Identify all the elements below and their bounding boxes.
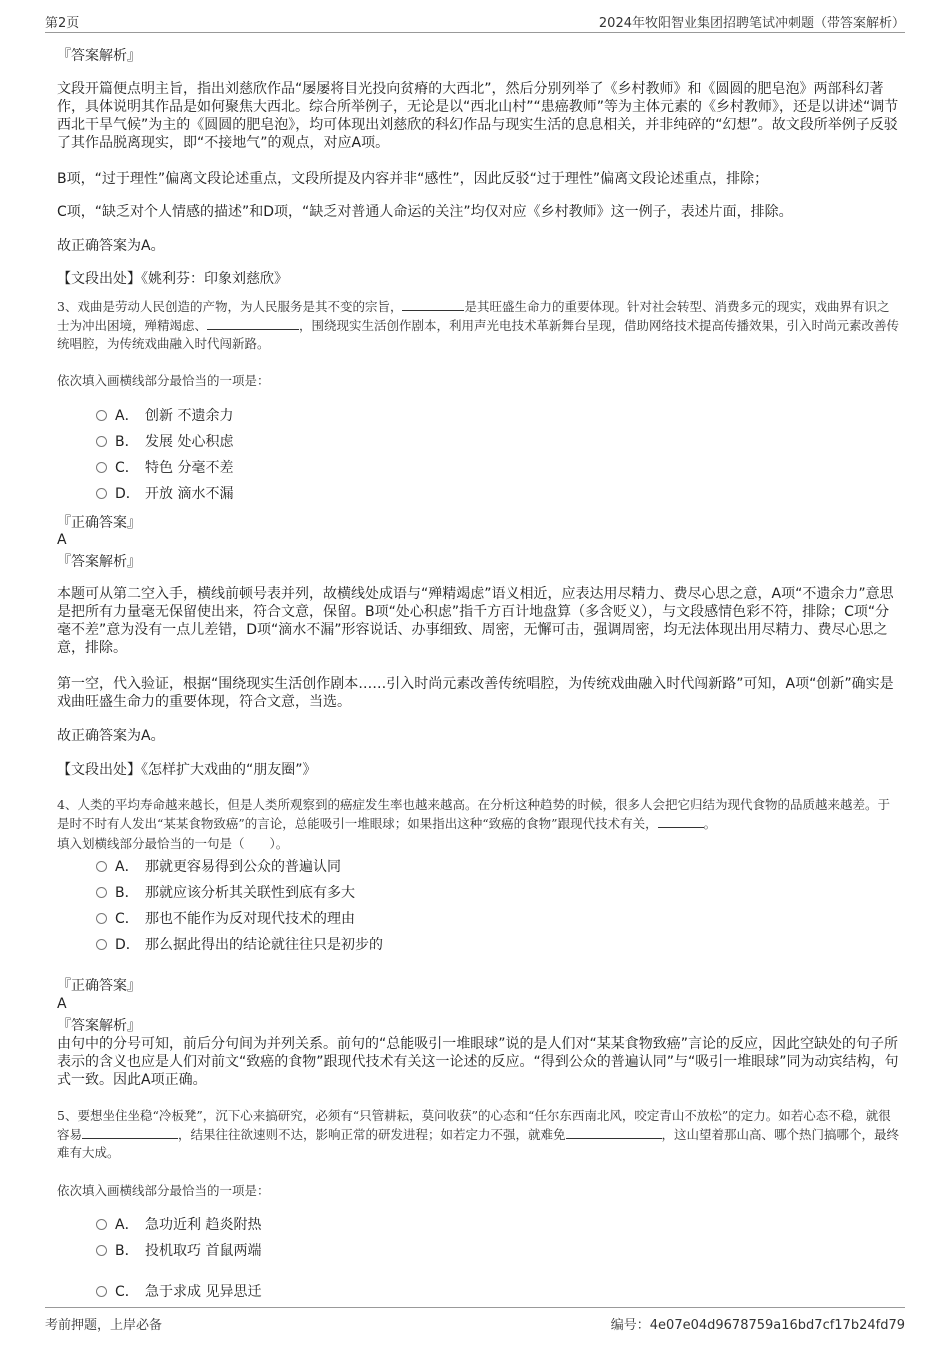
q4-correct-answer-label: 『正确答案』 bbox=[57, 978, 141, 994]
question-4-stem: 4、人类的平均寿命越来越长，但是人类所观察到的癌症发生率也越来越高。在分析这种趋势的时候，很多人会把它归结为现代食物的品质越来越差。于是时不时有人发出“某某食物致癌”的言论，总能吸引一堆眼球；如果指出这种“致癌的食物”跟现代技术有关， 。 bbox=[57, 797, 890, 831]
radio-icon[interactable] bbox=[96, 462, 107, 473]
prev-source bbox=[57, 270, 900, 288]
paragraph: B项，“过于理性”偏离文段论述重点，文段所提及内容并非“感性”，因此反驳“过于理性”偏离文段论述重点，排除； bbox=[57, 171, 769, 187]
q3-blank-2 bbox=[207, 316, 299, 330]
q3-prompt: 依次填入画横线部分最恰当的一项是： bbox=[57, 373, 270, 388]
radio-icon[interactable] bbox=[96, 887, 107, 898]
document-title: 2024年牧阳智业集团招聘笔试冲刺题（带答案解析） bbox=[598, 16, 905, 31]
document-code: 编号：4e07e04d9678759a16bd7cf17b24fd79 bbox=[610, 1318, 905, 1333]
q5-text-3: ，这山望着那山高、哪个热门搞哪个，最终难有大成。 bbox=[57, 1127, 900, 1160]
radio-icon[interactable] bbox=[96, 1245, 107, 1256]
radio-icon[interactable] bbox=[96, 1286, 107, 1297]
q3-source bbox=[57, 761, 900, 779]
prev-analysis-paragraph-3 bbox=[57, 203, 900, 221]
q4-option-d[interactable]: D． 那么据此得出的结论就往往只是初步的 bbox=[96, 935, 383, 955]
radio-icon[interactable] bbox=[96, 861, 107, 872]
q3-option-d[interactable]: D． 开放 滴水不漏 bbox=[96, 484, 233, 504]
page-footer bbox=[45, 1307, 905, 1334]
q5-blank-2 bbox=[566, 1125, 662, 1139]
q3-text-1: 3、戏曲是劳动人民创造的产物，为人民服务是其不变的宗旨， bbox=[57, 299, 403, 314]
radio-icon[interactable] bbox=[96, 1219, 107, 1230]
q3-option-a[interactable]: A． 创新 不遗余力 bbox=[96, 406, 233, 426]
q4-option-a[interactable]: A． 那就更容易得到公众的普遍认同 bbox=[96, 857, 341, 877]
q5-text-1: 5、要想坐住坐稳“冷板凳”，沉下心来搞研究，必须有“只管耕耘，莫问收获”的心态和“任尔东西南北风，咬定青山不放松”的定力。如若心态不稳，就很容易 bbox=[57, 1108, 891, 1142]
radio-icon[interactable] bbox=[96, 939, 107, 950]
q3-text-2: 是其旺盛生命力的重要体现。针对社会转型、消费多元的现实，戏曲界有识之士为冲出困境，殚精竭虑、 bbox=[57, 299, 890, 333]
q5-prompt: 依次填入画横线部分最恰当的一项是： bbox=[57, 1183, 270, 1198]
radio-icon[interactable] bbox=[96, 436, 107, 447]
page-header bbox=[45, 10, 905, 33]
source-text: 《姚利芬：印象刘慈欣》 bbox=[141, 271, 288, 287]
q5-option-a[interactable]: A． 急功近利 趋炎附热 bbox=[96, 1215, 261, 1235]
source-label: 【文段出处】 bbox=[57, 762, 141, 778]
q4-option-b[interactable]: B． 那就应该分析其关联性到底有多大 bbox=[96, 883, 355, 903]
question-3-stem bbox=[57, 297, 900, 353]
q3-blank-1 bbox=[402, 297, 464, 311]
question-5-stem bbox=[57, 1107, 900, 1162]
paragraph: 文段开篇便点明主旨，指出刘慈欣作品“屡屡将目光投向贫瘠的大西北”，然后分别列举了《乡村教师》和《圆圆的肥皂泡》两部科幻著作，具体说明其作品是如何聚焦大西北。综合所举例子，无论是以“西北山村”“患癌教师”等为主体元素的《乡村教师》，还是以讲述“调节西北干旱气候”为主的《圆圆的肥皂泡》，均可体现出刘慈欣的科幻作品与现实生活的息息相关，并非纯碎的“幻想”。故文段所举例子反驳了其作品脱离现实，即“不接地气”的观点，对应A项。 bbox=[57, 81, 899, 151]
prev-analysis-paragraph-2 bbox=[57, 170, 900, 188]
q3-text-3: ，围绕现实生活创作剧本，利用声光电技术革新舞台呈现，借助网络技术提高传播效果，引入时尚元素改善传统唱腔，为传统戏曲融入时代闯新路。 bbox=[57, 318, 900, 351]
q4-option-c[interactable]: C． 那也不能作为反对现代技术的理由 bbox=[96, 909, 355, 929]
q4-prompt: 填入划横线部分最恰当的一句是（ ）。 bbox=[57, 836, 289, 851]
q4-blank bbox=[658, 814, 704, 828]
answer-analysis-label: 『答案解析』 bbox=[57, 48, 141, 64]
q3-option-c[interactable]: C． 特色 分毫不差 bbox=[96, 458, 233, 478]
q4-analysis-paragraph: 由句中的分号可知，前后分句间为并列关系。前句的“总能吸引一堆眼球”说的是人们对“某某食物致癌”言论的反应，因此空缺处的句子所表示的含义也应是人们对前文“致癌的食物”跟现代技术有关这一论述的反应。“得到公众的普遍认同”与“吸引一堆眼球”同为动宾结构，句式一致。因此A项正确。 bbox=[57, 1036, 899, 1088]
source-label: 【文段出处】 bbox=[57, 271, 141, 287]
prev-analysis-paragraph-1 bbox=[57, 80, 900, 152]
radio-icon[interactable] bbox=[96, 913, 107, 924]
radio-icon[interactable] bbox=[96, 410, 107, 421]
q5-text-2: ，结果往往欲速则不达，影响正常的研发进程；如若定力不强，就难免 bbox=[178, 1127, 566, 1142]
q5-option-b[interactable]: B． 投机取巧 首鼠两端 bbox=[96, 1241, 261, 1261]
page-number: 第2页 bbox=[45, 16, 80, 31]
source-text: 《怎样扩大戏曲的“朋友圈”》 bbox=[141, 762, 317, 778]
q4-answer-analysis-label: 『答案解析』 bbox=[57, 1018, 141, 1034]
prev-conclusion: 故正确答案为A。 bbox=[57, 238, 165, 254]
footer-slogan: 考前押题，上岸必备 bbox=[45, 1318, 163, 1333]
paragraph: C项，“缺乏对个人情感的描述”和D项，“缺乏对普通人命运的关注”均仅对应《乡村教师》这一例子，表述片面，排除。 bbox=[57, 204, 793, 220]
q4-correct-answer: A bbox=[57, 996, 67, 1012]
q4-text-1: 4、人类的平均寿命越来越长，但是人类所观察到的癌症发生率也越来越高。在分析这种趋势的时候，很多人会把它归结为现代食物的品质越来越差。于是时不时有人发出“某某食物致癌”的言论，总能吸引一堆眼球；如果指出这种“致癌的食物”跟现代技术有关， bbox=[57, 797, 890, 831]
q3-correct-answer-label: 『正确答案』 bbox=[57, 515, 141, 531]
q3-correct-answer: A bbox=[57, 532, 67, 548]
q3-answer-analysis-label: 『答案解析』 bbox=[57, 554, 141, 570]
q3-conclusion: 故正确答案为A。 bbox=[57, 728, 165, 744]
q5-option-c[interactable]: C． 急于求成 见异思迁 bbox=[96, 1282, 261, 1302]
q3-analysis-paragraph-1: 本题可从第二空入手，横线前顿号表并列，故横线处成语与“殚精竭虑”语义相近，应表达用尽精力、费尽心思之意，A项“不遗余力”意思是把所有力量毫无保留使出来，符合文意，保留。B项“处心积虑”指千方百计地盘算（多含贬义），与文段感情色彩不符，排除；C项“分毫不差”意为没有一点儿差错，D项“滴水不漏”形容说话、办事细致、周密，无懈可击，强调周密，均无法体现出用尽精力、费尽心思之意，排除。 bbox=[57, 586, 894, 656]
q3-analysis-paragraph-2: 第一空，代入验证，根据“围绕现实生活创作剧本……引入时尚元素改善传统唱腔，为传统戏曲融入时代闯新路”可知，A项“创新”确实是戏曲旺盛生命力的重要体现，符合文意，当选。 bbox=[57, 676, 894, 710]
radio-icon[interactable] bbox=[96, 488, 107, 499]
q5-blank-1 bbox=[82, 1125, 178, 1139]
q3-option-b[interactable]: B． 发展 处心积虑 bbox=[96, 432, 233, 452]
